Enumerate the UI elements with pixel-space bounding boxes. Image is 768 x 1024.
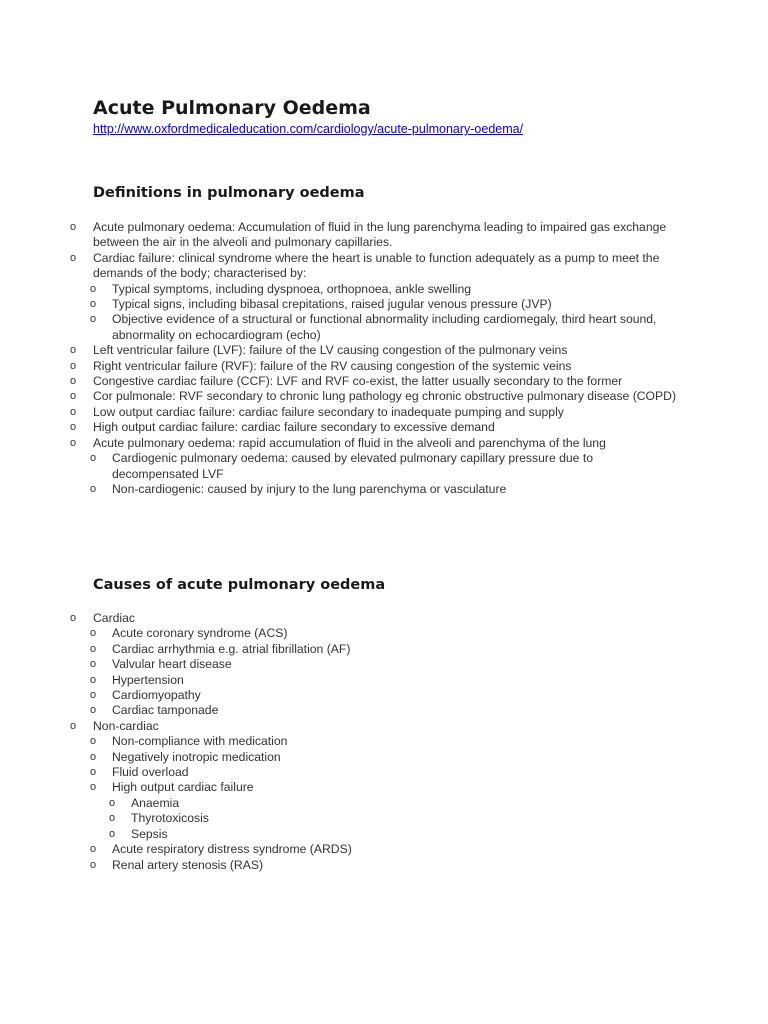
source-link[interactable]: http://www.oxfordmedicaleducation.com/cardiology/acute-pulmonary-oedema/ <box>93 122 524 136</box>
list-item <box>0 420 700 435</box>
list-item <box>0 703 700 718</box>
list-item <box>0 374 700 389</box>
bullet-marker: o <box>70 405 77 418</box>
list-item <box>0 220 700 251</box>
list-item-text: Anaemia <box>131 795 180 810</box>
list-item <box>0 688 700 703</box>
list-item-text: Acute coronary syndrome (ACS) <box>112 626 288 641</box>
causes-heading: Causes of acute pulmonary oedema <box>93 577 386 593</box>
bullet-marker: o <box>90 843 97 856</box>
list-item <box>0 389 700 404</box>
list-item-text: Sepsis <box>131 826 168 841</box>
list-item-text: Right ventricular failure (RVF): failure of the RV causing congestion of the systemic veins <box>93 358 572 373</box>
list-item-text: Cardiac arrhythmia e.g. atrial fibrillation (AF) <box>112 641 351 656</box>
bullet-marker: o <box>90 766 97 779</box>
bullet-marker: o <box>90 658 97 671</box>
bullet-marker: o <box>70 719 77 732</box>
bullet-marker: o <box>70 436 77 449</box>
list-item <box>0 811 700 826</box>
list-item <box>0 251 700 282</box>
list-item-text: Low output cardiac failure: cardiac failure secondary to inadequate pumping and supply <box>93 404 564 419</box>
list-item-text: Valvular heart disease <box>112 657 232 672</box>
bullet-marker: o <box>90 452 97 465</box>
list-item <box>0 750 700 765</box>
list-item <box>0 482 700 497</box>
list-item-text: Acute pulmonary oedema: rapid accumulation of fluid in the alveoli and parenchyma of the lung <box>93 435 606 450</box>
list-item-text: Typical symptoms, including dyspnoea, orthopnoea, ankle swelling <box>112 281 472 296</box>
list-item-text: Cardiac failure: clinical syndrome where the heart is unable to function adequately as a pump to meet the demands of the body; characterised by: <box>93 250 660 281</box>
bullet-marker: o <box>90 750 97 763</box>
list-item <box>0 765 700 780</box>
bullet-marker: o <box>90 642 97 655</box>
list-item-text: Congestive cardiac failure (CCF): LVF and RVF co-exist, the latter usually secondary to the former <box>93 374 623 389</box>
bullet-marker: o <box>90 482 97 495</box>
list-item <box>0 436 700 451</box>
bullet-marker: o <box>90 627 97 640</box>
list-item <box>0 282 700 297</box>
bullet-marker: o <box>70 221 77 233</box>
list-item-text: Non-cardiogenic: caused by injury to the lung parenchyma or vasculature <box>112 481 507 496</box>
list-item-text: Cor pulmonale: RVF secondary to chronic lung pathology eg chronic obstructive pulmonary disease (COPD) <box>93 389 677 404</box>
list-item-text: Acute respiratory distress syndrome (ARDS) <box>112 842 352 857</box>
bullet-marker: o <box>109 796 116 809</box>
list-item <box>0 858 700 873</box>
list-item-text: Cardiac tamponade <box>112 703 219 718</box>
list-item <box>0 312 700 343</box>
list-item-text: Non-cardiac <box>93 718 159 733</box>
list-item <box>0 780 700 795</box>
bullet-marker: o <box>70 612 77 624</box>
list-item <box>0 657 700 672</box>
bullet-marker: o <box>109 812 116 825</box>
list-item <box>0 343 700 358</box>
bullet-marker: o <box>70 344 77 357</box>
definitions-heading: Definitions in pulmonary oedema <box>93 185 365 201</box>
list-item-text: High output cardiac failure <box>112 780 254 795</box>
list-item <box>0 673 700 688</box>
list-item-text: High output cardiac failure: cardiac failure secondary to excessive demand <box>93 420 495 435</box>
list-item <box>0 642 700 657</box>
list-item-text: Cardiogenic pulmonary oedema: caused by elevated pulmonary capillary pressure due to decompensated LVF <box>112 451 594 481</box>
list-item-text: Hypertension <box>112 672 184 687</box>
bullet-marker: o <box>70 359 77 372</box>
list-item <box>0 827 700 842</box>
list-item-text: Thyrotoxicosis <box>131 811 209 826</box>
bullet-marker: o <box>90 282 97 295</box>
list-item <box>0 405 700 420</box>
list-item <box>0 626 700 641</box>
bullet-marker: o <box>90 781 97 794</box>
causes-list <box>0 611 700 873</box>
definitions-list <box>0 220 700 497</box>
bullet-marker: o <box>70 375 77 388</box>
list-item <box>0 719 700 734</box>
list-item-text: Objective evidence of a structural or functional abnormality including cardiomegaly, third heart sound, abnormality on echocardiogram (echo) <box>112 312 657 342</box>
list-item <box>0 734 700 749</box>
bullet-marker: o <box>70 390 77 403</box>
list-item-text: Cardiac <box>93 611 135 625</box>
list-item <box>0 796 700 811</box>
bullet-marker: o <box>90 704 97 717</box>
list-item <box>0 359 700 374</box>
list-item-text: Negatively inotropic medication <box>112 749 281 764</box>
list-item-text: Renal artery stenosis (RAS) <box>112 857 264 872</box>
bullet-marker: o <box>90 298 97 311</box>
list-item <box>0 611 700 626</box>
bullet-marker: o <box>90 858 97 871</box>
list-item-text: Typical signs, including bibasal crepitations, raised jugular venous pressure (JVP) <box>112 297 552 312</box>
list-item-text: Left ventricular failure (LVF): failure of the LV causing congestion of the pulmonary veins <box>93 343 568 358</box>
bullet-marker: o <box>109 827 116 840</box>
list-item-text: Non-compliance with medication <box>112 734 288 749</box>
list-item <box>0 297 700 312</box>
list-item-text: Fluid overload <box>112 765 189 780</box>
bullet-marker: o <box>70 251 77 264</box>
bullet-marker: o <box>90 689 97 702</box>
bullet-marker: o <box>90 673 97 686</box>
list-item <box>0 842 700 857</box>
list-item-text: Cardiomyopathy <box>112 688 201 703</box>
bullet-marker: o <box>70 421 77 434</box>
list-item <box>0 451 700 482</box>
list-item-text: Acute pulmonary oedema: Accumulation of fluid in the lung parenchyma leading to impaired gas exchange between the air in the alveoli and pulmonary capillaries. <box>93 220 667 250</box>
page-title: Acute Pulmonary Oedema <box>93 97 371 119</box>
bullet-marker: o <box>90 313 97 326</box>
bullet-marker: o <box>90 735 97 748</box>
